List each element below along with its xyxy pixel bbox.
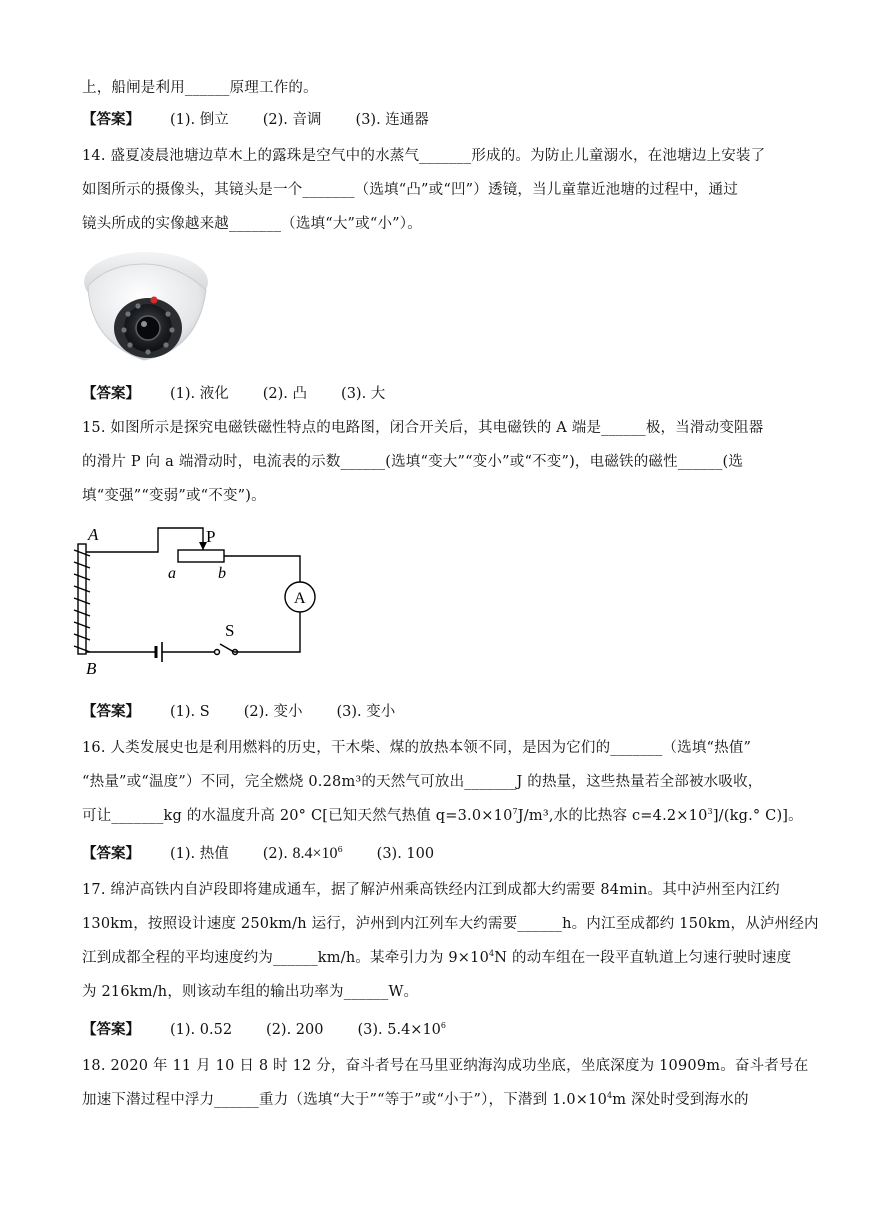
answer-item: (1). 热值 (170, 846, 229, 862)
answer-item: (2). $8.4\times 10^6$ (262, 845, 343, 862)
label-a-end: A (88, 525, 99, 544)
answer-tag: 【答案】 (82, 1021, 140, 1038)
electromagnet-circuit-diagram (70, 522, 320, 682)
label-ammeter: A (294, 590, 306, 607)
answer-tag: 【答案】 (82, 111, 140, 128)
label-slider-p: P (206, 527, 216, 546)
q15-line-1: 15. 如图所示是探究电磁铁磁性特点的电路图，闭合开关后，其电磁铁的 A 端是______极，当滑动变阻器 (82, 420, 764, 436)
answer-item: (2). 音调 (262, 112, 322, 128)
answer-item: (3). 变小 (336, 704, 396, 720)
answer-item: (1). 倒立 (170, 112, 229, 128)
label-switch: S (225, 621, 235, 640)
answer-item: (2). 200 (266, 1022, 324, 1038)
label-terminal-b: b (218, 565, 226, 582)
answer-tag: 【答案】 (82, 845, 140, 862)
q17-line-1: 17. 绵泸高铁内自泸段即将建成通车，据了解泸州乘高铁经内江到成都大约需要 84min。其中泸州至内江约 (82, 882, 780, 898)
q18-line-2: 加速下潜过程中浮力______重力（选填“大于”“等于”或“小于”），下潜到 $1.0\times 10^4m$ 深处时受到海水的 (82, 1091, 749, 1108)
q18-line-1: 18. 2020 年 11 月 10 日 8 时 12 分，奋斗者号在马里亚纳海沟成功坐底，坐底深度为 10909m。奋斗者号在 (82, 1058, 809, 1074)
q17-line-2: 130km，按照设计速度 250km/h 运行，泸州到内江列车大约需要______h。内江至成都约 150km，从泸州经内 (82, 916, 819, 932)
q13-tail: 上，船闸是利用______原理工作的。 (82, 80, 318, 96)
rheostat (178, 550, 224, 562)
q17-line-3: 江到成都全程的平均速度约为______km/h。某牵引力为 $9\times 10^4N$ 的动车组在一段平直轨道上匀速行驶时速度 (82, 949, 792, 966)
q13-answer (82, 108, 463, 129)
answer-item: (1). 液化 (170, 386, 229, 402)
label-b-end: B (86, 659, 97, 678)
q14-line-2: 如图所示的摄像头，其镜头是一个_______（选填“凸”或“凹”）透镜，当儿童靠近池塘的过程中，通过 (82, 182, 738, 198)
q15-line-2: 的滑片 P 向 a 端滑动时，电流表的示数______(选填“变大”“变小”或“不变”)，电磁铁的磁性______(选 (82, 454, 744, 470)
q15-line-3: 填“变强”“变弱”或“不变”)。 (82, 488, 266, 504)
answer-item: (2). 变小 (243, 704, 303, 720)
q16-line-3: 可让_______kg 的水温度升高 20° C[已知天然气热值 $q=3.0\times 10^7J/m^3$,水的比热容 $c=4.2\times 10^3]/(kg.^\circ$ C)]。 (82, 807, 803, 824)
q17-answer (82, 1018, 480, 1039)
q14-answer (82, 382, 419, 403)
answer-item: (3). 100 (376, 846, 435, 862)
q14-line-3: 镜头所成的实像越来越_______（选填“大”或“小”）。 (82, 216, 422, 232)
answer-item: (1). S (170, 704, 210, 720)
answer-tag: 【答案】 (82, 385, 140, 402)
coil (74, 550, 90, 652)
security-camera-image (82, 242, 214, 366)
answer-item: (2). 凸 (262, 386, 308, 402)
label-terminal-a: a (168, 565, 176, 582)
q16-answer (82, 842, 468, 863)
q16-line-2: “热量”或“温度”）不同，完全燃烧 0.28m³的天然气可放出_______J 的热量，这些热量若全部被水吸收， (82, 774, 763, 790)
q16-line-1: 16. 人类发展史也是利用燃料的历史，干木柴、煤的放热本领不同，是因为它们的_______（选填“热值” (82, 740, 752, 756)
answer-tag: 【答案】 (82, 703, 140, 720)
q17-line-4: 为 216km/h，则该动车组的输出功率为______W。 (82, 984, 419, 1000)
q15-answer (82, 700, 429, 721)
answer-item: (1). 0.52 (170, 1022, 233, 1038)
answer-item: (3). 大 (341, 386, 386, 402)
answer-item: (3). 连通器 (355, 112, 429, 128)
q14-line-1: 14. 盛夏凌晨池塘边草木上的露珠是空气中的水蒸气_______形成的。为防止儿童溺水，在池塘边上安装了 (82, 148, 766, 164)
answer-item: (3). $5.4\times 10^6$ (357, 1021, 446, 1038)
